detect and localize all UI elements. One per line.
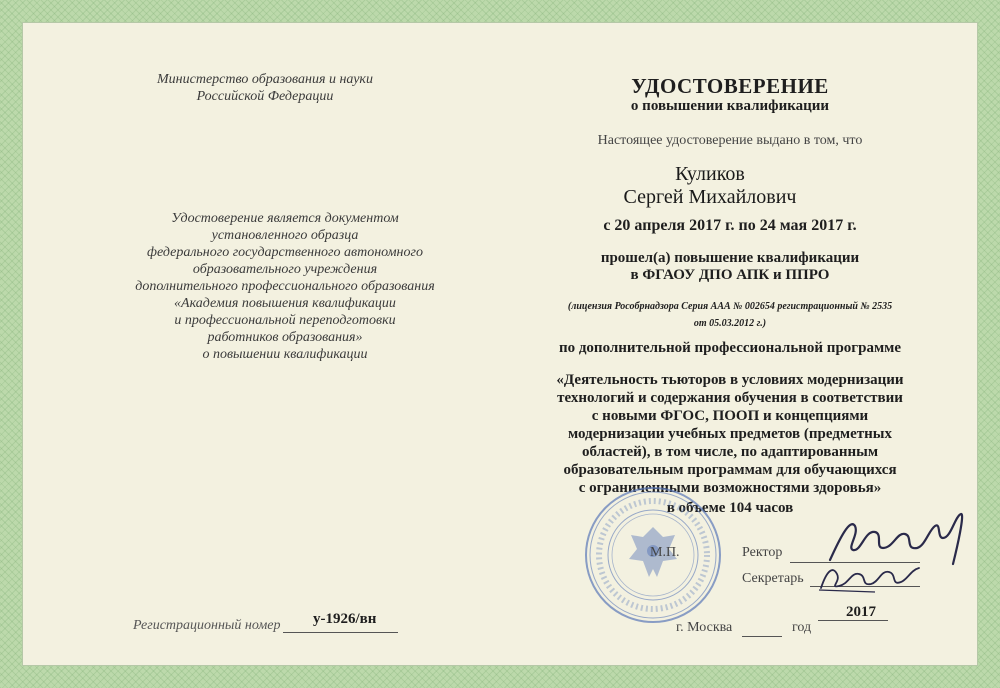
desc-line: образовательного учреждения: [192, 262, 378, 277]
year-underline: [818, 620, 888, 621]
registration-label: Регистрационный номер: [133, 618, 281, 633]
program-line: с новыми ФГОС, ПООП и концепциями: [591, 408, 869, 424]
desc-line: работников образования»: [207, 330, 363, 345]
desc-line: дополнительного профессионального образования: [135, 279, 435, 294]
desc-line: федерального государственного автономного: [147, 245, 423, 260]
desc-line: и профессиональной переподготовки: [174, 313, 396, 328]
desc-line: Удостоверение является документом: [171, 211, 399, 226]
ministry-line-2: Российской Федерации: [196, 89, 334, 104]
rector-label: Ректор: [742, 545, 783, 560]
ministry-line-1: Министерство образования и науки: [157, 72, 373, 87]
program-line: «Деятельность тьюторов в условиях модернизации: [556, 372, 904, 388]
issue-year-value: 2017: [846, 604, 876, 620]
registration-underline: [283, 632, 398, 633]
issued-text: Настоящее удостоверение выдано в том, что: [597, 133, 863, 148]
holder-name: Сергей Михайлович: [623, 186, 797, 208]
desc-line: о повышении квалификации: [202, 347, 368, 362]
certificate-subtitle: о повышении квалификации: [630, 98, 830, 114]
desc-line: установленного образца: [211, 228, 359, 243]
program-line: технологий и содержания обучения в соответствии: [557, 390, 903, 406]
program-line: областей), в том числе, по адаптированным: [581, 444, 879, 460]
program-line: образовательным программам для обучающихся: [563, 462, 897, 478]
registration-number: у-1926/вн: [313, 611, 377, 627]
program-intro: по дополнительной профессиональной программе: [558, 340, 902, 356]
program-line: с ограниченными возможностями здоровья»: [578, 480, 882, 496]
issue-city: г. Москва: [676, 620, 733, 635]
passed-line-2: в ФГАОУ ДПО АПК и ППРО: [630, 267, 830, 283]
license-line-2: от 05.03.2012 г.): [693, 318, 767, 329]
date-blank-line: [742, 636, 782, 637]
secretary-signature: [815, 560, 925, 596]
rector-signature: [825, 508, 975, 568]
passed-line-1: прошел(а) повышение квалификации: [600, 250, 860, 266]
course-dates: с 20 апреля 2017 г. по 24 мая 2017 г.: [603, 217, 857, 234]
holder-surname: Куликов: [675, 163, 745, 185]
program-volume: в объеме 104 часов: [666, 500, 794, 516]
license-line-1: (лицензия Рособрнадзора Серия ААА № 002654 регистрационный № 2535: [567, 301, 893, 312]
certificate-title: УДОСТОВЕРЕНИЕ: [631, 74, 829, 98]
program-line: модернизации учебных предметов (предметных: [567, 426, 893, 442]
desc-line: «Академия повышения квалификации: [174, 296, 396, 311]
year-label: год: [792, 620, 812, 635]
stamp-place-mark: М.П.: [650, 545, 680, 560]
secretary-label: Секретарь: [742, 571, 804, 586]
